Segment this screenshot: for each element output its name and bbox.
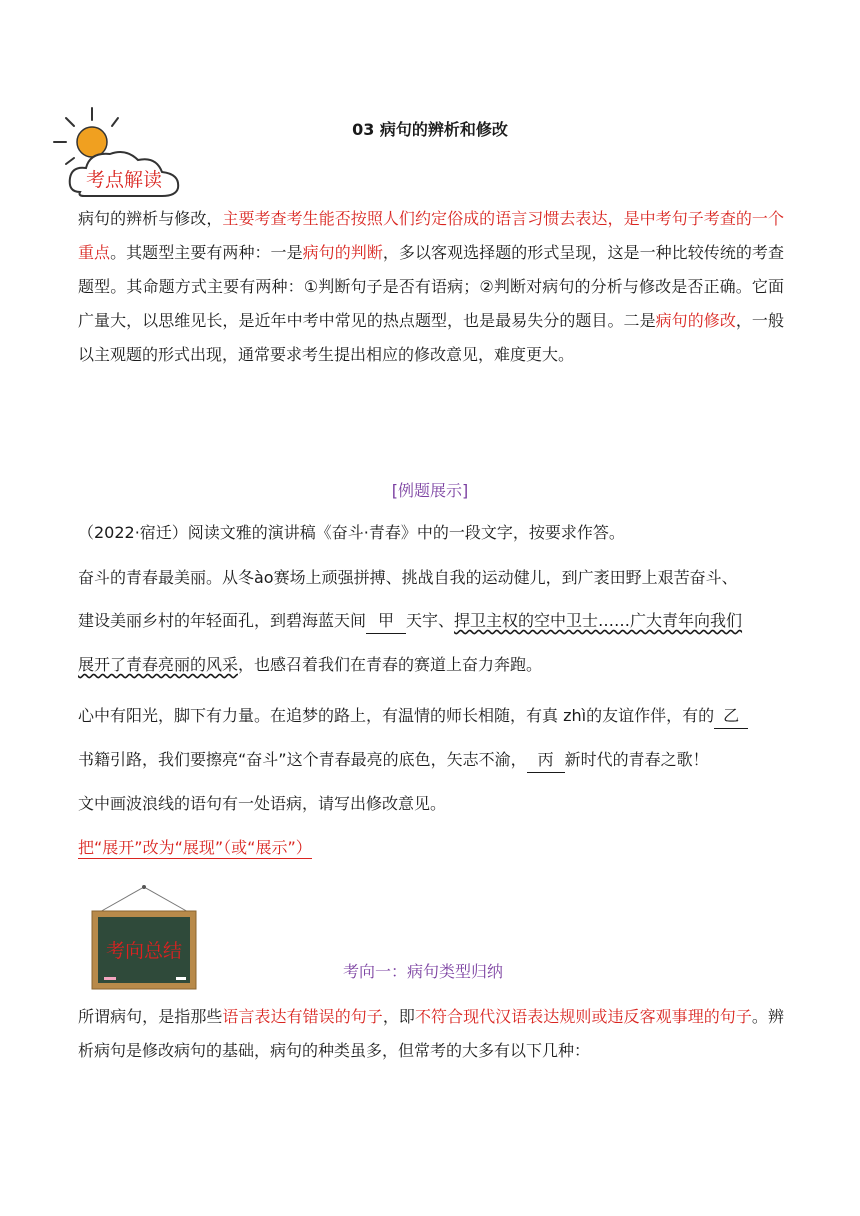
wavy-sentence-part1: 捍卫主权的空中卫士……广大青年向我们 <box>454 611 743 630</box>
page-title: 03 病句的辨析和修改 <box>352 120 508 139</box>
example-heading: [例题展示] <box>391 481 469 500</box>
intro-paragraph: 病句的辨析与修改，主要考查考生能否按照人们约定俗成的语言习惯去表达，是中考句子考查的一个重点。其题型主要有两种：一是病句的判断，多以客观选择题的形式呈现，这是一种比较传统的考查题型。其命题方式主要有两种：①判断句子是否有语病；②判断对病句的分析与修改是否正确。它面广量大，以思维见长，是近年中考中常见的热点题型，也是最易失分的题目。二是病句的修改，一般以主观题的形式出现，通常要求考生提出相应的修改意见，难度更大。 <box>78 209 784 364</box>
kaoxiang-chalkboard-icon <box>88 883 200 993</box>
kaodian-badge-icon <box>50 100 190 200</box>
kaoxiang-badge-label: 考向总结 <box>105 940 183 962</box>
example-line-2: 建设美丽乡村的年轻面孔，到碧海蓝天间 甲 天宇、捍卫主权的空中卫士……广大青年向我们 <box>78 609 742 634</box>
example-question: 文中画波浪线的语句有一处语病，请写出修改意见。 <box>78 794 447 813</box>
section1-paragraph: 所谓病句，是指那些语言表达有错误的句子，即不符合现代汉语表达规则或违反客观事理的句子。辨析病句是修改病句的基础，病句的种类虽多，但常考的大多有以下几种： <box>78 1007 784 1060</box>
example-source: （2022·宿迁）阅读文雅的演讲稿《奋斗·青春》中的一段文字，按要求作答。 <box>78 523 625 542</box>
example-line-4: 心中有阳光，脚下有力量。在追梦的路上，有温情的师长相随，有真 zhì的友谊作伴，有的 乙 <box>78 704 748 729</box>
wavy-sentence-part2: 展开了青春亮丽的风采 <box>78 655 239 674</box>
example-answer: 把“展开”改为“展现”（或“展示”） <box>78 838 312 857</box>
blank-yi: 乙 <box>714 704 748 729</box>
example-line-3: 展开了青春亮丽的风采，也感召着我们在青春的赛道上奋力奔跑。 <box>78 655 543 674</box>
section1-heading: 考向一：病句类型归纳 <box>343 962 504 981</box>
example-line-1: 奋斗的青春最美丽。从冬ào赛场上顽强拼搏、挑战自我的运动健儿，到广袤田野上艰苦奋斗、 <box>78 568 738 587</box>
blank-bing: 丙 <box>527 748 565 773</box>
example-line-5: 书籍引路，我们要擦亮“奋斗”这个青春最亮的底色，矢志不渝， 丙 新时代的青春之歌！ <box>78 748 709 773</box>
blank-jia: 甲 <box>366 609 406 634</box>
kaodian-badge-label: 考点解读 <box>85 169 163 191</box>
